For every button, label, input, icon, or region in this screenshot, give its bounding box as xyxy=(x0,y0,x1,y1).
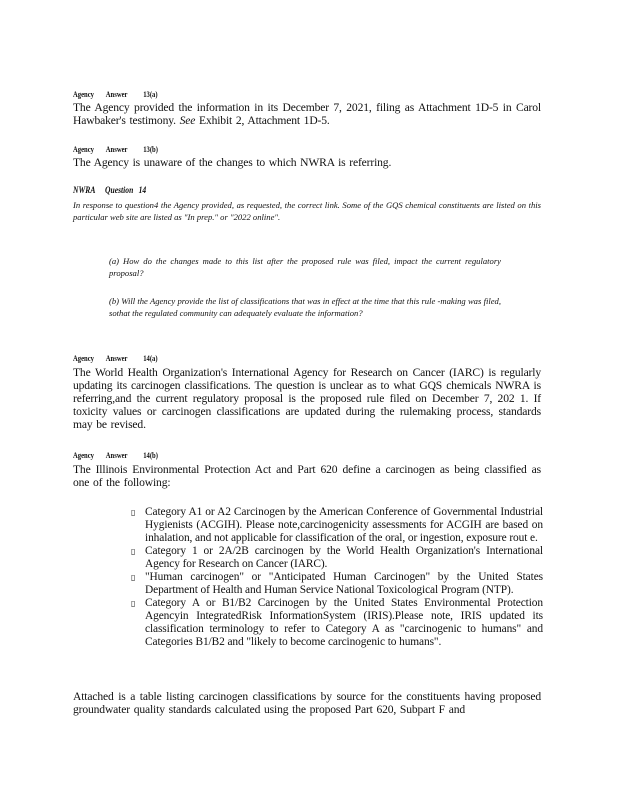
heading-number: 14(b) xyxy=(143,450,158,460)
carcinogen-category-list xyxy=(131,506,543,649)
see-signal: See xyxy=(179,114,196,127)
bullet-icon: ▯ xyxy=(131,547,136,556)
answer-14b-closing: Attached is a table listing carcinogen classifications by source for the constituents having proposed groundwater quality standards calculated using the proposed Part 620, Subpart F and xyxy=(73,690,541,716)
heading-kind: Answer xyxy=(105,89,128,99)
heading-label: NWRA xyxy=(73,186,96,196)
answer-13b-heading xyxy=(73,144,438,155)
answer-13a-heading xyxy=(73,89,438,100)
list-item: ▯ Category A1 or A2 Carcinogen by the American Conference of Governmental Industrial Hygienists (ACGIH). Please note,carcinogenicity assessments for ACGIH are based on inhalation, and not applicable for classification of the oral, or ingestion, exposure rout e. xyxy=(131,506,543,544)
bullet-icon: ▯ xyxy=(131,508,136,517)
answer-14b-intro: The Illinois Environmental Protection Act and Part 620 define a carcinogen as being classified as one of the following: xyxy=(73,463,541,489)
question-14b-text: (b) Will the Agency provide the list of classifications that was in effect at the time that this rule -making was filed, sothat the regulated community can adequately evaluate the information? xyxy=(109,296,501,318)
answer-13a-text: The Agency provided the information in its December 7, 2021, filing as Attachment 1D-5 in Carol Hawbaker's testimony. See Exhibit 2, Attachment 1D-5. xyxy=(73,101,541,127)
answer-14a-text: The World Health Organization's International Agency for Research on Cancer (IARC) is regularly updating its carcinogen classifications. The question is unclear as to what GQS chemicals NWRA is referring,and the current regulatory proposal is the proposed rule filed on December 7, 202 1. If toxicity values or carcinogen classifications are updated during the rulemaking process, standards may be revised. xyxy=(73,366,541,431)
answer-13b-text: The Agency is unaware of the changes to which NWRA is referring. xyxy=(73,156,392,169)
heading-number: 13(a) xyxy=(143,89,158,99)
list-item: ▯ Category A or B1/B2 Carcinogen by the United States Environmental Protection Agencyin IntegratedRisk InformationSystem (IRIS).Please note, IRIS updated its classification terminology to refer to Category A as "carcinogenic to humans" and Categories B1/B2 and "likely to become carcinogenic to humans". xyxy=(131,597,543,648)
heading-kind: Answer xyxy=(105,353,128,363)
heading-number: 14 xyxy=(138,186,147,196)
bullet-icon: ▯ xyxy=(131,573,136,582)
heading-label: Agency xyxy=(73,144,94,154)
heading-kind: Answer xyxy=(105,144,128,154)
heading-number: 14(a) xyxy=(143,353,158,363)
bullet-icon: ▯ xyxy=(131,599,136,608)
list-item: ▯ "Human carcinogen" or "Anticipated Human Carcinogen" by the United States Department of Health and Human Service National Toxicological Program (NTP). xyxy=(131,571,543,596)
question-14a-text: (a) How do the changes made to this list after the proposed rule was filed, impact the current regulatory proposal? xyxy=(109,256,501,278)
answer-14a-heading xyxy=(73,353,438,364)
list-item: ▯ Category 1 or 2A/2B carcinogen by the World Health Organization's International Agency for Research on Cancer (IARC). xyxy=(131,545,543,570)
heading-kind: Answer xyxy=(105,450,128,460)
heading-number: 13(b) xyxy=(143,144,158,154)
answer-14b-heading xyxy=(73,450,438,461)
heading-kind: Question xyxy=(105,186,134,196)
heading-label: Agency xyxy=(73,353,94,363)
heading-label: Agency xyxy=(73,450,94,460)
question-14-text: In response to question4 the Agency provided, as requested, the correct link. Some of the GQS chemical constituents are listed on this particular web site are listed as "In prep." or "2022 online". xyxy=(73,200,541,222)
question-14-heading xyxy=(73,185,447,197)
heading-label: Agency xyxy=(73,89,94,99)
